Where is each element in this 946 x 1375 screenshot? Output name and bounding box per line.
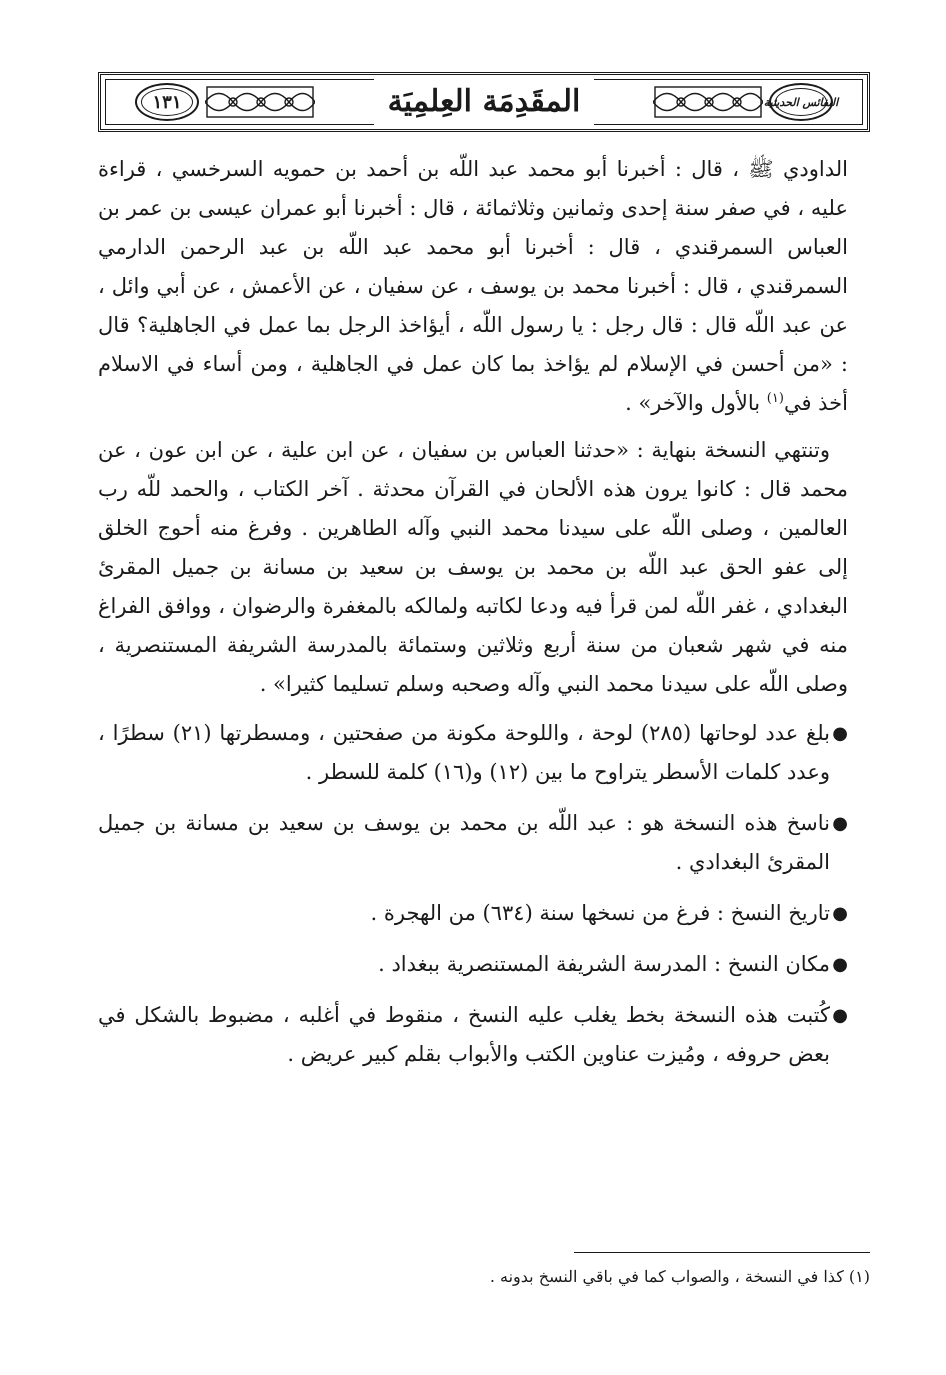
list-item-text: كُتبت هذه النسخة بخط يغلب عليه النسخ ، منقوط في أغلبه ، مضبوط بالشكل في بعض حروفه ، ومُيزت عناوين الكتب والأبواب بقلم كبير عريض . bbox=[98, 1003, 830, 1066]
publisher-logo bbox=[763, 83, 839, 121]
list-item-text: تاريخ النسخ : فرغ من نسخها سنة (٦٣٤) من الهجرة . bbox=[370, 901, 830, 925]
text-line: عن الأعمش ، عن أبي وائل ، عن عبد اللّه قال : قال رجل : يا رسول اللّه ، bbox=[98, 274, 848, 337]
main-text bbox=[98, 150, 848, 1086]
text-line: عبد الرحمن الدارمي السمرقندي ، قال : أخبرنا محمد بن يوسف ، عن سفيان ، bbox=[98, 235, 848, 298]
header-ornament-right bbox=[653, 85, 763, 119]
list-item bbox=[98, 804, 848, 882]
page-header bbox=[98, 72, 870, 132]
text-line: أيؤاخذ الرجل بما عمل في الجاهلية؟ قال : «من أحسن في الإسلام لم يؤاخذ بما bbox=[98, 313, 848, 376]
bullet-icon: ● bbox=[832, 1005, 848, 1026]
bullet-icon: ● bbox=[832, 813, 848, 834]
bullet-icon: ● bbox=[832, 954, 848, 975]
header-ornament-left bbox=[205, 85, 315, 119]
paragraph-colophon: وتنتهي النسخة بنهاية : «حدثنا العباس بن سفيان ، عن ابن علية ، عن ابن عون ، عن محمد قال : كانوا يرون هذه الألحان في القرآن محدثة . آخر الكتاب ، والحمد للّه رب العالمين ، وصلى اللّه على سيدنا محمد النبي وآله الطاهرين . وفرغ منه أحوج الخلق إلى عفو الحق عبد اللّه بن محمد بن يوسف بن سعيد بن مسانة بن جميل المقرئ البغدادي ، غفر اللّه لمن قرأ فيه ودعا لكاتبه ولمالكه بالمغفرة والرضوان ، ووافق الفراغ منه في شهر شعبان من سنة أربع وثلاثين وستمائة بالمدرسة الشريفة المستنصرية ، وصلى اللّه على سيدنا محمد النبي وآله وصحبه وسلم تسليما كثيرا» . bbox=[98, 438, 848, 696]
text-line: بالأول والآخر» . bbox=[625, 391, 767, 415]
paragraph-hadith-chain bbox=[98, 150, 848, 423]
page-number: ١٣١ bbox=[152, 91, 182, 113]
bullet-icon: ● bbox=[832, 903, 848, 924]
page-number-badge bbox=[135, 83, 199, 121]
list-item-text: مكان النسخ : المدرسة الشريفة المستنصرية ببغداد . bbox=[378, 952, 830, 976]
list-item bbox=[98, 894, 848, 933]
text-line: الداودي ﷺ ، قال : أخبرنا أبو محمد عبد اللّه بن أحمد بن حمويه السرخسي ، bbox=[155, 157, 848, 181]
list-item bbox=[98, 996, 848, 1074]
list-item bbox=[98, 714, 848, 792]
page-title: المقَدِمَة العِلمِيَة bbox=[374, 79, 595, 125]
text-line: كان عمل في الجاهلية ، ومن أساء في الاسلام أخذ في bbox=[98, 352, 848, 415]
list-item-text: ناسخ هذه النسخة هو : عبد اللّه بن محمد بن يوسف بن سعيد بن مسانة بن جميل المقرئ البغدادي . bbox=[98, 811, 830, 874]
manuscript-description-list bbox=[98, 714, 848, 1074]
text-line: عيسى بن عمر بن العباس السمرقندي ، قال : أخبرنا أبو محمد عبد اللّه بن bbox=[98, 196, 848, 259]
footnote: (١) كذا في النسخة ، والصواب كما في باقي النسخ بدونه . bbox=[489, 1267, 870, 1286]
publisher-logo-text: النفائس الحديثية bbox=[763, 95, 839, 109]
list-item bbox=[98, 945, 848, 984]
list-item-text: بلغ عدد لوحاتها (٢٨٥) لوحة ، واللوحة مكونة من صفحتين ، ومسطرتها (٢١) سطرًا ، وعدد كلمات الأسطر يتراوح ما بين (١٢) و(١٦) كلمة للسطر . bbox=[98, 721, 831, 784]
footnote-reference[interactable]: (١) bbox=[766, 391, 784, 406]
text-line: قراءة عليه ، في صفر سنة إحدى وثمانين وثلاثمائة ، قال : أخبرنا أبو عمران bbox=[98, 157, 848, 220]
bullet-icon: ● bbox=[832, 723, 848, 744]
footnote-divider bbox=[574, 1252, 870, 1253]
